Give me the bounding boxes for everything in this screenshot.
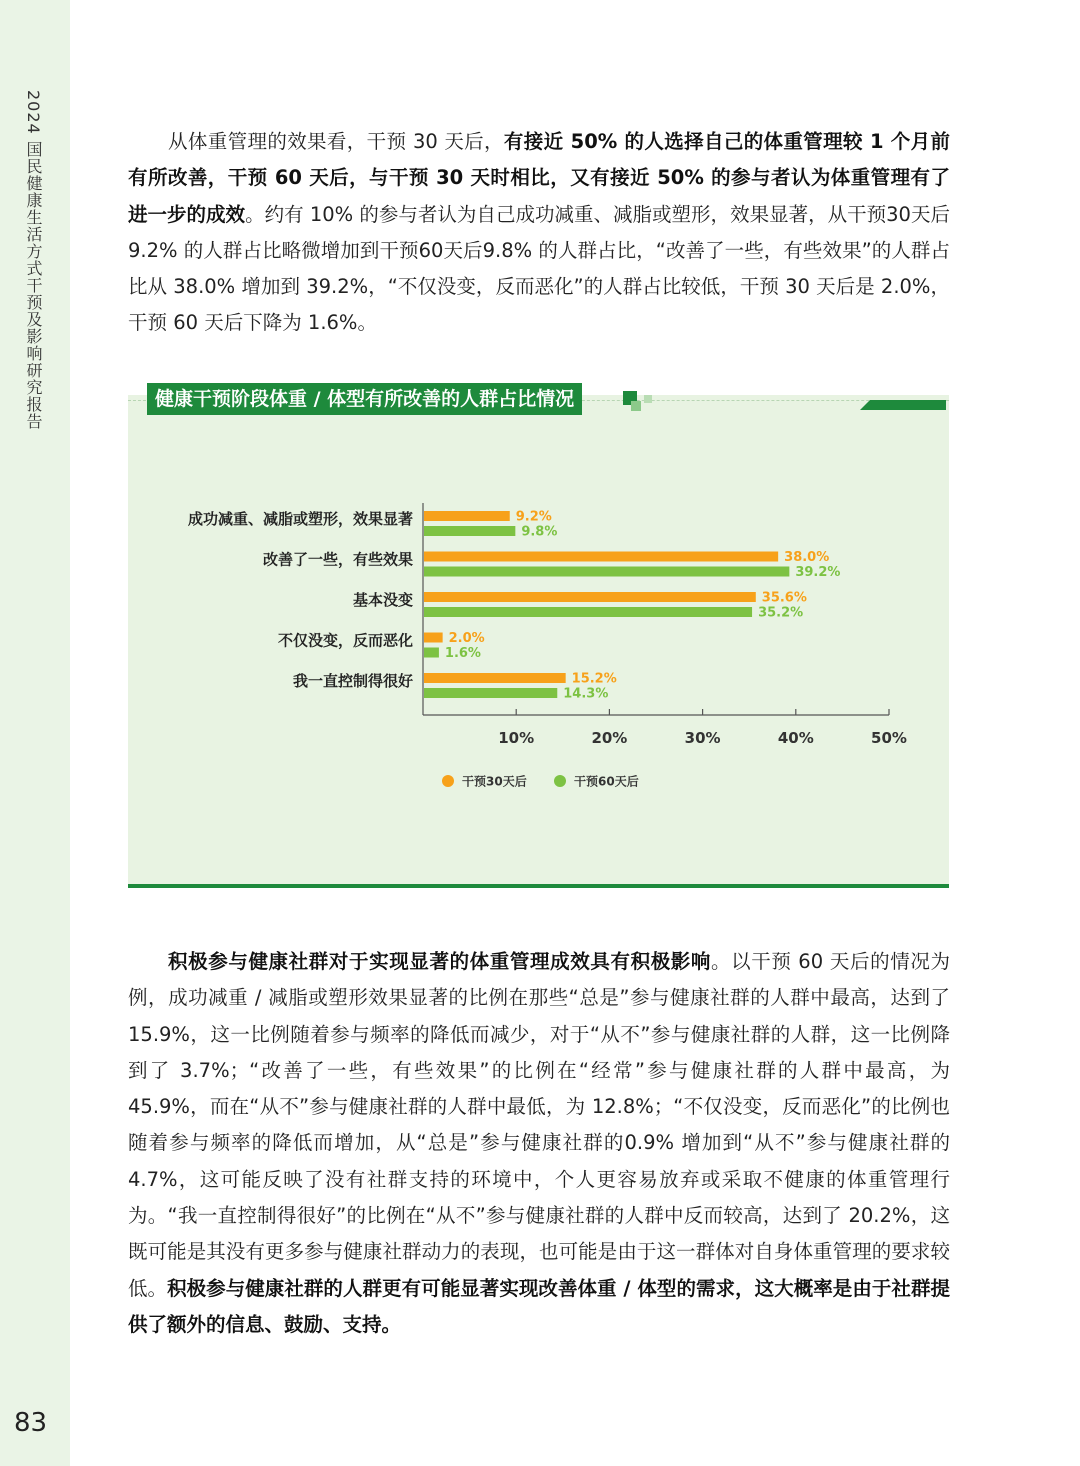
data-label: 38.0% <box>784 550 830 565</box>
p2-bold-2: 积极参与健康社群的人群更有可能显著实现改善体重 / 体型的需求，这大概率是由于社群提供了额外的信息、鼓励、支持。 <box>128 1276 950 1336</box>
paragraph-community-effect <box>128 944 950 1343</box>
bar <box>424 688 557 698</box>
bar <box>424 607 752 617</box>
x-tick-label: 10% <box>498 729 535 747</box>
p2-bold-1: 积极参与健康社群对于实现显著的体重管理成效具有积极影响 <box>168 950 712 973</box>
data-label: 15.2% <box>571 671 617 687</box>
x-tick-label: 40% <box>777 729 814 747</box>
bar <box>424 526 515 536</box>
p1-text-2: 。约有 10% 的参与者认为自己成功减重、减脂或塑形，效果显著，从干预30天后9.2% 的人群占比略微增加到干预60天后9.8% 的人群占比，“改善了一些，有些效果”的人群占比从 38.0% 增加到 39.2%，“不仅没变，反而恶化”的人群占比较低，干预 30 天后是 2.0%，干预 60 天后下降为 1.6%。 <box>128 202 950 335</box>
category-label: 基本没变 <box>352 591 413 609</box>
legend-marker <box>442 775 454 787</box>
data-label: 9.2% <box>515 509 552 525</box>
sidebar <box>0 0 70 1466</box>
bar <box>424 648 439 658</box>
x-tick-label: 20% <box>591 729 628 747</box>
title-decoration-square <box>631 401 641 411</box>
category-label: 成功减重、减脂或塑形，效果显著 <box>187 510 413 528</box>
p1-bold-1: 有接近 50% 的人选择自己的体重管理较 1 个月前有所改善，干预 60 天后，与干预 30 天时相比，又有接近 50% 的参与者认为体重管理有了进一步的成效 <box>128 130 950 226</box>
chart-corner-tab <box>860 400 946 410</box>
data-label: 14.3% <box>563 686 609 702</box>
title-decoration-square <box>644 395 652 403</box>
data-label: 39.2% <box>795 565 841 580</box>
bar <box>424 567 789 577</box>
legend-label: 干预30天后 <box>462 774 527 789</box>
bar <box>424 592 756 602</box>
p2-text-1: 。以干预 60 天后的情况为例，成功减重 / 减脂或塑形效果显著的比例在那些“总是”参与健康社群的人群中最高，达到了 15.9%，这一比例随着参与频率的降低而减少，对于“从不”参与健康社群的人群，这一比例降到了 3.7%；“改善了一些，有些效果”的比例在“经常”参与健康社群的人群中最高，为 45.9%，而在“从不”参与健康社群的人群中最低，为 12.8%；“不仅没变，反而恶化”的比例也随着参与频率的降低而增加，从“总是”参与健康社群的0.9% 增加到“从不”参与健康社群的 4.7%，这可能反映了没有社群支持的环境中，个人更容易放弃或采取不健康的体重管理行为。“我一直控制得很好”的比例在“从不”参与健康社群的人群中反而较高，达到了 20.2%，这既可能是其没有更多参与健康社群动力的表现，也可能是由于这一群体对自身体重管理的要求较低。 <box>128 950 950 1300</box>
category-label: 改善了一些，有些效果 <box>262 550 413 569</box>
data-label: 35.2% <box>758 605 804 621</box>
data-label: 2.0% <box>448 631 485 646</box>
chart-panel <box>128 395 949 888</box>
p1-text-1: 从体重管理的效果看，干预 30 天后， <box>168 130 504 153</box>
legend-marker <box>554 775 566 787</box>
bar <box>424 673 566 683</box>
chart-title: 健康干预阶段体重 / 体型有所改善的人群占比情况 <box>147 383 582 415</box>
bar-chart <box>128 395 949 884</box>
report-title-vertical: 2024 国民健康生活方式干预及影响研究报告 <box>24 90 43 430</box>
x-tick-label: 50% <box>871 729 907 747</box>
category-label: 不仅没变，反而恶化 <box>277 631 413 650</box>
paragraph-weight-management-effect <box>128 124 950 342</box>
data-label: 9.8% <box>521 524 558 540</box>
bar <box>424 633 443 643</box>
x-tick-label: 30% <box>684 729 721 747</box>
category-label: 我一直控制得很好 <box>292 672 413 690</box>
data-label: 1.6% <box>444 646 481 661</box>
page-number: 83 <box>14 1408 48 1438</box>
data-label: 35.6% <box>761 590 807 606</box>
legend-label: 干预60天后 <box>574 774 639 789</box>
bar <box>424 552 778 562</box>
bar <box>424 511 510 521</box>
